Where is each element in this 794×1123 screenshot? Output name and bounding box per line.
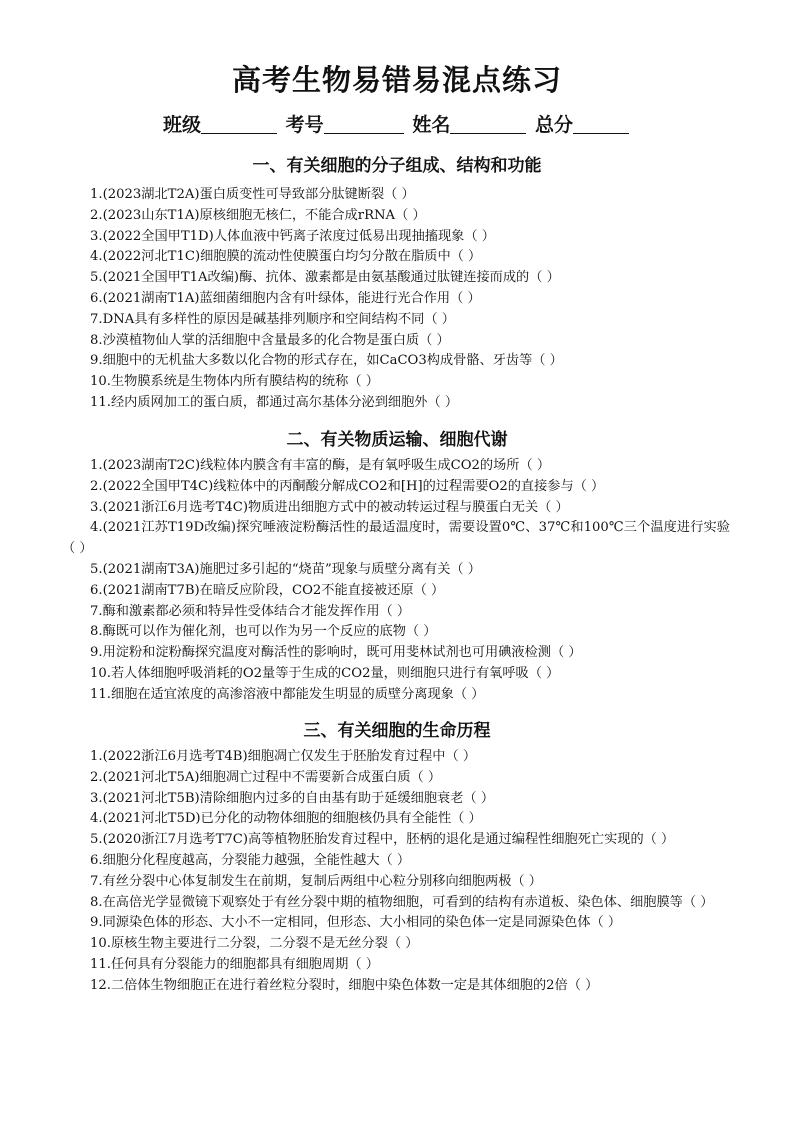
- list-item: 7.DNA具有多样性的原因是碱基排列顺序和空间结构不同（ ）: [90, 311, 455, 327]
- list-item: 4.(2021江苏T19D改编)探究唾液淀粉酶活性的最适温度时，需要设置0℃、37℃和100℃三个温度进行实验（ ）: [62, 520, 730, 557]
- score-label: 总分: [534, 114, 573, 136]
- class-label: 班级: [163, 114, 202, 136]
- student-info-line: [0, 110, 794, 137]
- list-item: 2.(2022全国甲T4C)线粒体中的丙酮酸分解成CO2和[H]的过程需要O2的直接参与（ ）: [90, 478, 605, 494]
- exam-no-blank[interactable]: [324, 115, 404, 134]
- section-1-list: [62, 185, 730, 414]
- section-3-heading: 三、有关细胞的生命历程: [303, 721, 491, 741]
- list-item: 6.细胞分化程度越高，分裂能力越强，全能性越大（ ）: [90, 852, 411, 868]
- score-blank[interactable]: [573, 115, 629, 134]
- section-3-list: [62, 747, 730, 997]
- section-2-list: [62, 456, 730, 706]
- list-item: 3.(2022全国甲T1D)人体血液中钙离子浓度过低易出现抽搐现象（ ）: [90, 228, 495, 244]
- list-item: 1.(2023湖南T2C)线粒体内膜含有丰富的酶，是有氧呼吸生成CO2的场所（ ）: [90, 458, 551, 473]
- list-item: 11.经内质网加工的蛋白质，都通过高尔基体分泌到细胞外（ ）: [90, 394, 459, 410]
- list-item: 10.生物膜系统是生物体内所有膜结构的统称（ ）: [90, 374, 379, 390]
- list-item: 9.同源染色体的形态、大小不一定相同，但形态、大小相同的染色体一定是同源染色体（ ）: [90, 915, 622, 931]
- list-item: 10.若人体细胞呼吸消耗的O2量等于生成的CO2量，则细胞只进行有氧呼吸（ ）: [90, 665, 560, 681]
- section-1-heading: 一、有关细胞的分子组成、结构和功能: [252, 156, 542, 176]
- list-item: 3.(2021河北T5B)清除细胞内过多的自由基有助于延缓细胞衰老（ ）: [90, 790, 495, 806]
- list-item: 2.(2021河北T5A)细胞凋亡过程中不需要新合成蛋白质（ ）: [90, 769, 442, 785]
- list-item: 8.在高倍光学显微镜下观察处于有丝分裂中期的植物细胞，可看到的结构有赤道板、染色体、细胞膜等（ ）: [90, 894, 714, 910]
- list-item: 1.(2022浙江6月选考T4B)细胞凋亡仅发生于胚胎发育过程中（ ）: [90, 749, 477, 764]
- list-item: 1.(2023湖北T2A)蛋白质变性可导致部分肽键断裂（ ）: [90, 187, 415, 202]
- name-blank[interactable]: [450, 115, 526, 134]
- list-item: 4.(2022河北T1C)细胞膜的流动性使膜蛋白均匀分散在脂质中（ ）: [90, 249, 482, 265]
- list-item: 7.有丝分裂中心体复制发生在前期，复制后两组中心粒分别移向细胞两极（ ）: [90, 873, 542, 889]
- list-item: 11.任何具有分裂能力的细胞都具有细胞周期（ ）: [90, 956, 379, 972]
- list-item: 10.原核生物主要进行二分裂，二分裂不是无丝分裂（ ）: [90, 936, 419, 952]
- name-label: 姓名: [412, 114, 451, 136]
- list-item: 9.用淀粉和淀粉酶探究温度对酶活性的影响时，既可用斐林试剂也可用碘液检测（ ）: [90, 645, 582, 661]
- list-item: 8.沙漠植物仙人掌的活细胞中含量最多的化合物是蛋白质（ ）: [90, 332, 450, 348]
- list-item: 2.(2023山东T1A)原核细胞无核仁，不能合成rRNA（ ）: [90, 207, 426, 223]
- list-item: 6.(2021湖南T1A)蓝细菌细胞内含有叶绿体，能进行光合作用（ ）: [90, 290, 481, 306]
- list-item: 4.(2021河北T5D)已分化的动物体细胞的细胞核仍具有全能性（ ）: [90, 811, 482, 827]
- list-item: 11.细胞在适宜浓度的高渗溶液中都能发生明显的质壁分离现象（ ）: [90, 686, 485, 702]
- section-2-heading: 二、有关物质运输、细胞代谢: [286, 430, 508, 450]
- list-item: 8.酶既可以作为催化剂，也可以作为另一个反应的底物（ ）: [90, 624, 437, 640]
- list-item: 5.(2020浙江7月选考T7C)高等植物胚胎发育过程中，胚柄的退化是通过编程性细胞死亡实现的（ ）: [90, 832, 675, 848]
- exam-no-label: 考号: [285, 114, 324, 136]
- list-item: 6.(2021湖南T7B)在暗反应阶段，CO2不能直接被还原（ ）: [90, 582, 445, 598]
- class-blank[interactable]: [201, 115, 277, 134]
- page-title: 高考生物易错易混点练习: [231, 63, 562, 97]
- list-item: 12.二倍体生物细胞正在进行着丝粒分裂时，细胞中染色体数一定是其体细胞的2倍（ ）: [90, 977, 599, 993]
- list-item: 7.酶和激素都必须和特异性受体结合才能发挥作用（ ）: [90, 603, 411, 619]
- list-item: 3.(2021浙江6月选考T4C)物质进出细胞方式中的被动转运过程与膜蛋白无关（ ）: [90, 499, 569, 515]
- list-item: 5.(2021全国甲T1A改编)酶、抗体、激素都是由氨基酸通过肽键连接而成的（ ）: [90, 270, 560, 286]
- list-item: 9.细胞中的无机盐大多数以化合物的形式存在，如CaCO3构成骨骼、牙齿等（ ）: [90, 353, 563, 369]
- list-item: 5.(2021湖南T3A)施肥过多引起的“烧苗”现象与质壁分离有关（ ）: [90, 561, 481, 577]
